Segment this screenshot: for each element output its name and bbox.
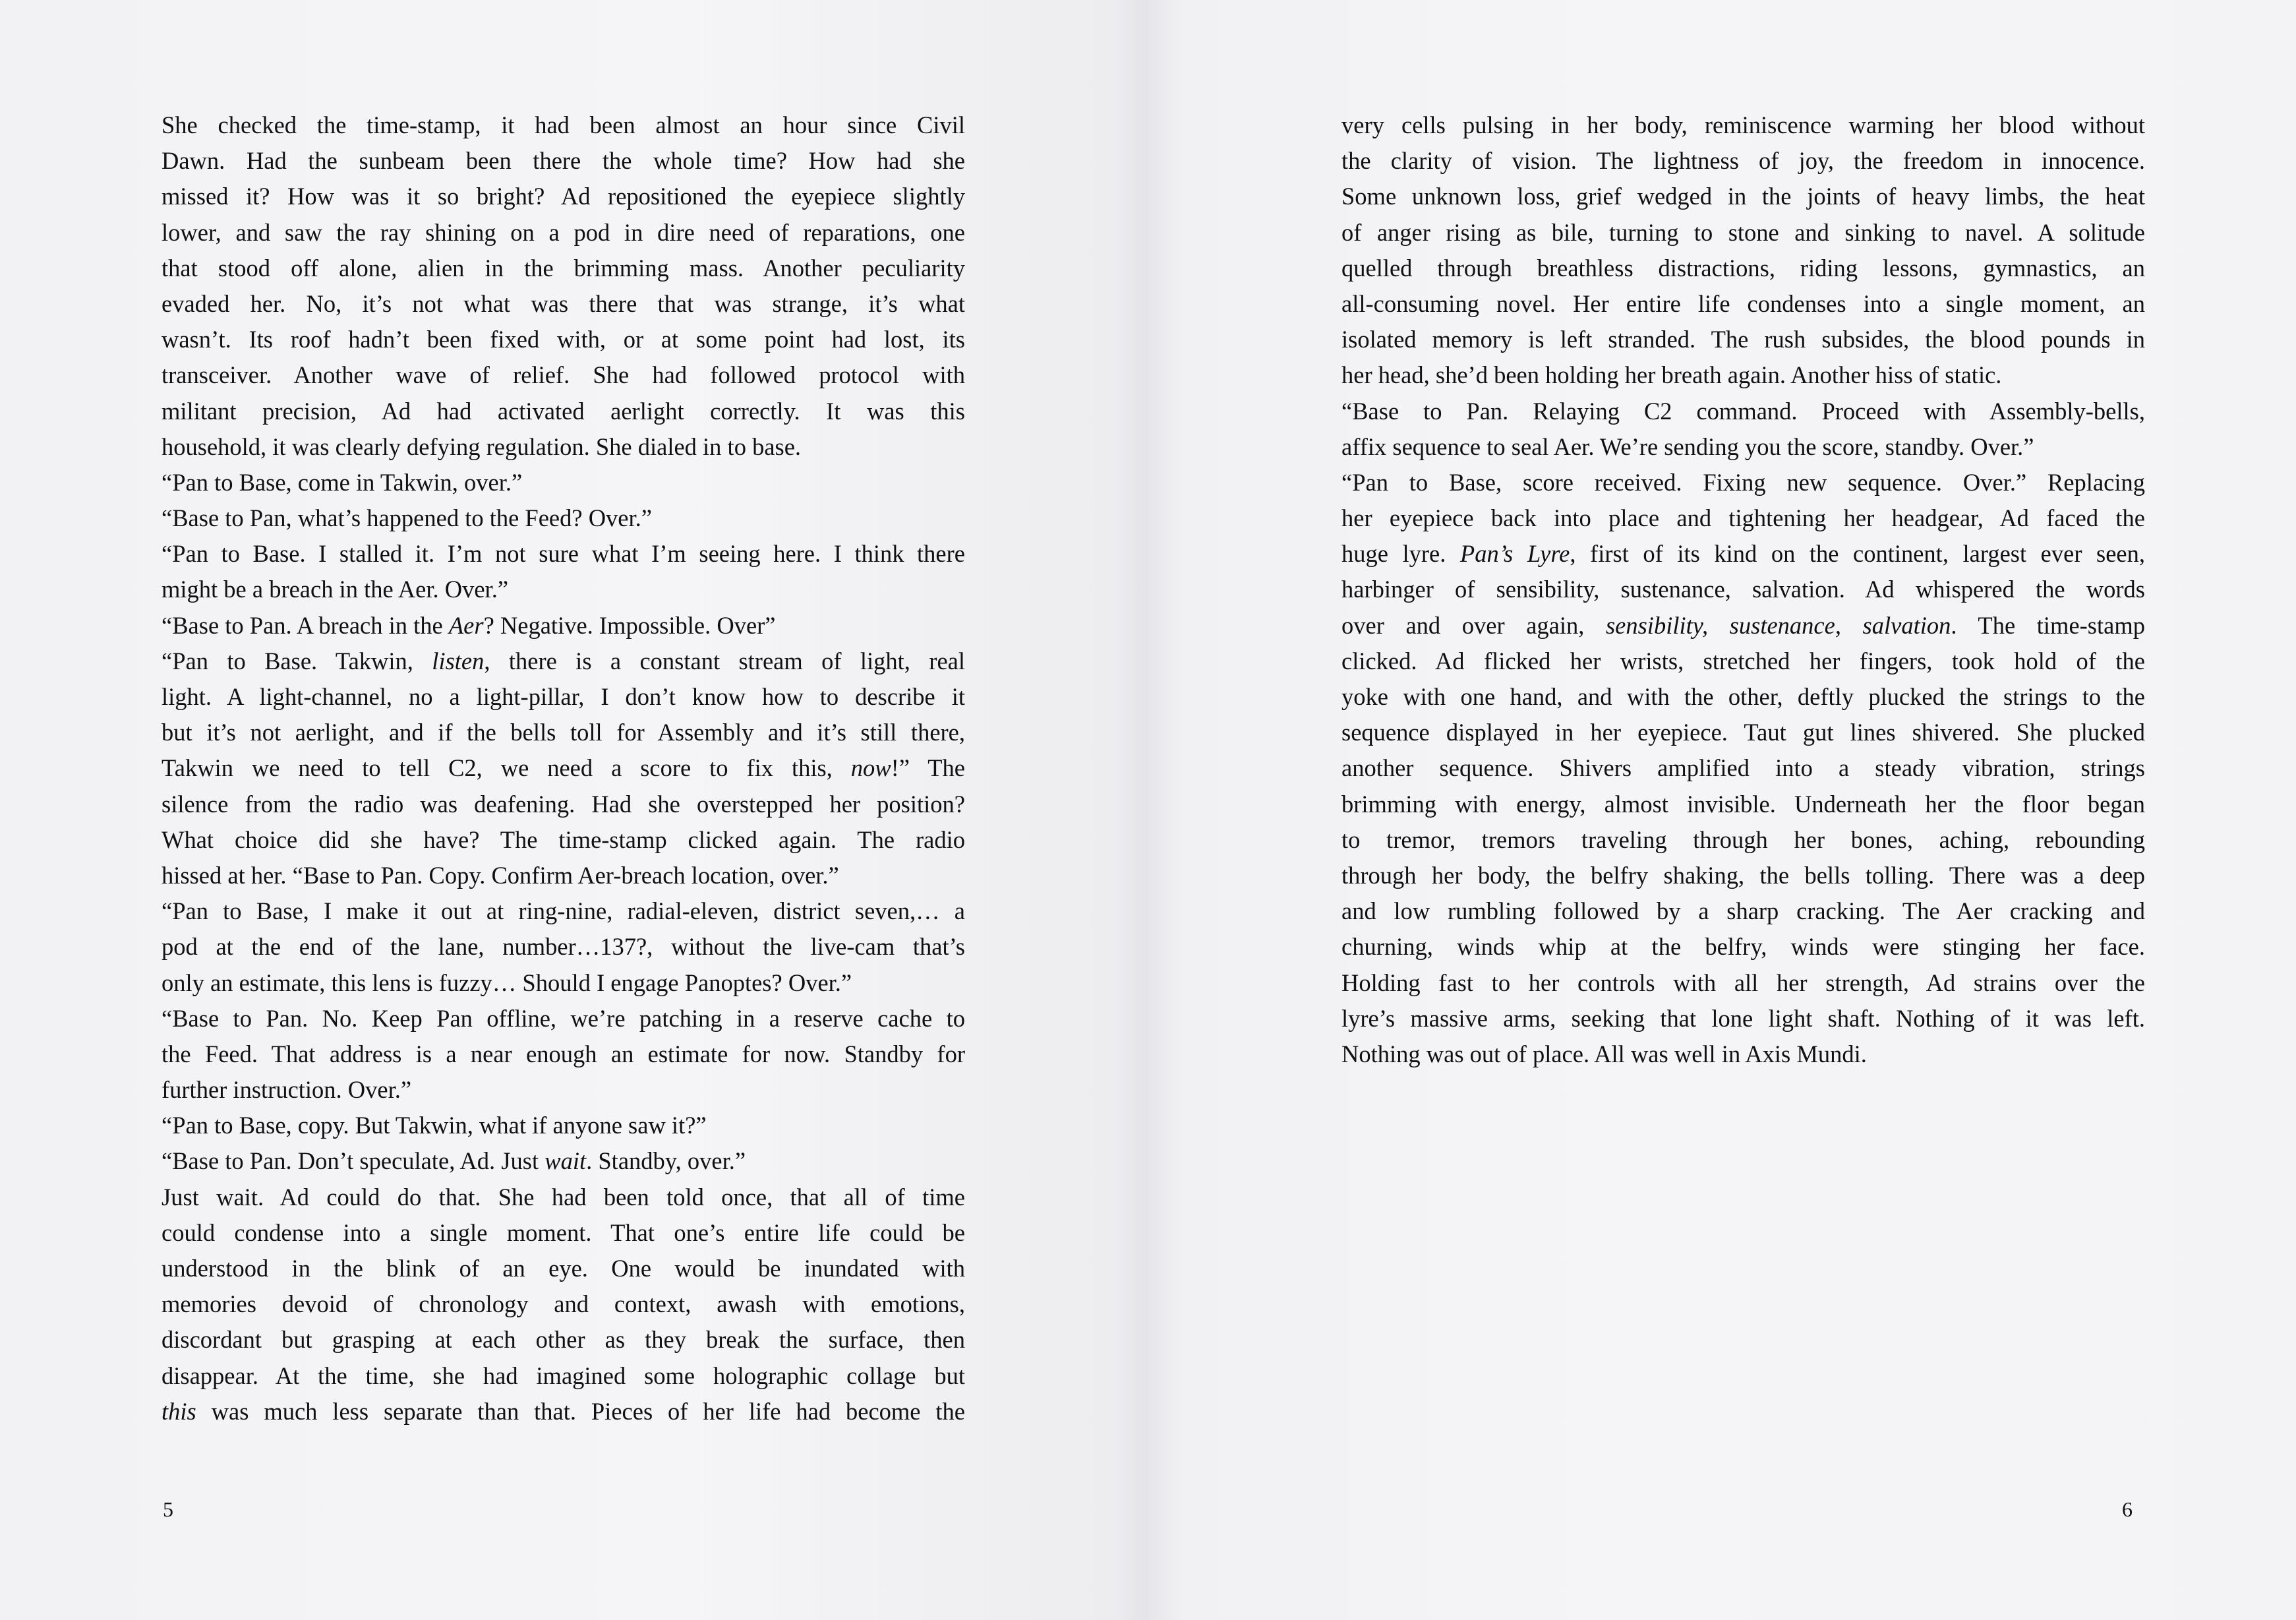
text-line: light. A light-channel, no a light-pillar, I don’t know how to describe it [162,683,965,710]
text-line: sequence displayed in her eyepiece. Taut gut lines shivered. She plucked [1341,719,2145,746]
text-line-segment: , first of its kind on the continent, largest ever seen, [1570,540,2145,568]
text-line: brimming with energy, almost invisible. Underneath her the floor began [1341,790,2145,818]
text-line: transceiver. Another wave of relief. She had followed protocol with [162,361,965,389]
text-line-segment: “Pan to Base. Takwin, [162,647,432,675]
text-line: Dawn. Had the sunbeam been there the whole time? How had she [162,147,965,175]
text-line [162,750,965,786]
text-line: and low rumbling followed by a sharp cracking. The Aer cracking and [1341,897,2145,925]
text-line-segment: . The time-stamp [1951,611,2145,639]
text-line: further instruction. Over.” [162,1076,412,1104]
text-line: evaded her. No, it’s not what was there that was strange, it’s what [162,289,965,317]
right-page [1148,0,2296,1620]
text-line: could condense into a single moment. That one’s entire life could be [162,1218,965,1246]
right-page-number: 6 [2122,1497,2133,1521]
left-page-body-text [162,107,965,1429]
left-page-number: 5 [163,1497,173,1521]
text-line: memories devoid of chronology and context, awash with emotions, [162,1290,965,1318]
text-line-segment: “Base to Pan. Don’t speculate, Ad. Just [162,1147,545,1175]
text-line: household, it was clearly defying regulation. She dialed in to base. [162,433,802,460]
italic-phrase: listen [432,647,485,675]
text-line: her head, she’d been holding her breath again. Another hiss of static. [1341,361,2002,389]
text-line: very cells pulsing in her body, reminiscence warming her blood without [1341,111,2145,138]
text-line: quelled through breathless distractions, riding lessons, gymnastics, an [1341,254,2145,282]
text-line: of anger rising as bile, turning to stone and sinking to navel. A solitude [1341,218,2145,246]
text-line: clicked. Ad flicked her wrists, stretched her fingers, took hold of the [1341,647,2145,675]
text-line: Some unknown loss, grief wedged in the joints of heavy limbs, the heat [1341,183,2145,210]
text-line: but it’s not aerlight, and if the bells toll for Assembly and it’s still there, [162,719,965,746]
text-line-segment: huge lyre. [1341,540,1460,568]
text-line: hissed at her. “Base to Pan. Copy. Confirm Aer-breach location, over.” [162,861,839,889]
text-line: “Pan to Base, I make it out at ring-nine, radial-eleven, district seven,… a [162,897,965,925]
text-line: yoke with one hand, and with the other, deftly plucked the strings to the [1341,683,2145,710]
text-line: isolated memory is left stranded. The rush subsides, the blood pounds in [1341,326,2145,353]
text-line-segment: Takwin we need to tell C2, we need a score to fix this, [162,754,851,782]
text-line: She checked the time-stamp, it had been almost an hour since Civil [162,111,965,138]
text-line: discordant but grasping at each other as they break the surface, then [162,1326,965,1354]
italic-phrase: Aer [448,611,484,639]
text-line: pod at the end of the lane, number…137?, without the live-cam that’s [162,933,965,961]
text-line: “Base to Pan. No. Keep Pan offline, we’re patching in a reserve cache to [162,1004,965,1032]
text-line: the clarity of vision. The lightness of joy, the freedom in innocence. [1341,147,2145,175]
text-line: “Base to Pan. Relaying C2 command. Proceed with Assembly-bells, [1341,397,2145,425]
text-line: lower, and saw the ray shining on a pod in dire need of reparations, one [162,218,965,246]
text-line: another sequence. Shivers amplified into a steady vibration, strings [1341,754,2145,782]
text-line: churning, winds whip at the belfry, winds were stinging her face. [1341,933,2145,961]
text-line: the Feed. That address is a near enough an estimate for now. Standby for [162,1040,965,1067]
text-line [1341,536,2145,572]
text-line: missed it? How was it so bright? Ad repositioned the eyepiece slightly [162,183,965,210]
text-line: understood in the blink of an eye. One would be inundated with [162,1255,965,1282]
text-line-segment: over and over again, [1341,611,1606,639]
text-line: affix sequence to seal Aer. We’re sending you the score, standby. Over.” [1341,433,2034,460]
text-line: Holding fast to her controls with all her strength, Ad strains over the [1341,969,2145,996]
italic-phrase: wait [545,1147,587,1175]
text-line: Just wait. Ad could do that. She had been told once, that all of time [162,1183,965,1211]
text-line [162,1394,965,1429]
text-line [162,1143,965,1179]
text-line [162,644,965,679]
text-line-segment: “Base to Pan. A breach in the [162,611,449,639]
text-line: lyre’s massive arms, seeking that lone light shaft. Nothing of it was left. [1341,1004,2145,1032]
text-line: Nothing was out of place. All was well in Axis Mundi. [1341,1040,1867,1067]
text-line: “Pan to Base, come in Takwin, over.” [162,468,523,496]
text-line: that stood off alone, alien in the brimming mass. Another peculiarity [162,254,965,282]
text-line: might be a breach in the Aer. Over.” [162,576,509,603]
text-line [1341,608,2145,644]
text-line: through her body, the belfry shaking, the bells tolling. There was a deep [1341,861,2145,889]
italic-phrase: sensibility, sustenance, salvation [1605,611,1951,639]
text-line-segment: ? Negative. Impossible. Over” [483,611,776,639]
italic-phrase: now [850,754,891,782]
text-line: “Pan to Base. I stalled it. I’m not sure what I’m seeing here. I think there [162,540,965,568]
text-line: to tremor, tremors traveling through her bones, aching, rebounding [1341,825,2145,853]
text-line-segment: !” The [891,754,965,782]
text-line-segment: was much less separate than that. Pieces of her life had become the [196,1397,965,1425]
right-page-body-text [1341,107,2145,1072]
text-line: silence from the radio was deafening. Had she overstepped her position? [162,790,965,818]
text-line: What choice did she have? The time-stamp clicked again. The radio [162,825,965,853]
text-line: militant precision, Ad had activated aerlight correctly. It was this [162,397,965,425]
text-line-segment: , there is a constant stream of light, real [484,647,965,675]
text-line: wasn’t. Its roof hadn’t been fixed with, or at some point had lost, its [162,326,965,353]
text-line: “Pan to Base, copy. But Takwin, what if anyone saw it?” [162,1112,707,1139]
italic-phrase: Pan’s Lyre [1459,540,1570,568]
text-line: her eyepiece back into place and tightening her headgear, Ad faced the [1341,504,2145,532]
text-line: only an estimate, this lens is fuzzy… Should I engage Panoptes? Over.” [162,969,852,996]
text-line-segment: . Standby, over.” [586,1147,746,1175]
text-line: harbinger of sensibility, sustenance, salvation. Ad whispered the words [1341,576,2145,603]
text-line: all-consuming novel. Her entire life condenses into a single moment, an [1341,289,2145,317]
text-line: “Base to Pan, what’s happened to the Feed? Over.” [162,504,652,532]
italic-phrase: this [162,1397,196,1425]
text-line: disappear. At the time, she had imagined some holographic collage but [162,1362,965,1389]
text-line [162,608,965,644]
text-line: “Pan to Base, score received. Fixing new sequence. Over.” Replacing [1341,468,2145,496]
